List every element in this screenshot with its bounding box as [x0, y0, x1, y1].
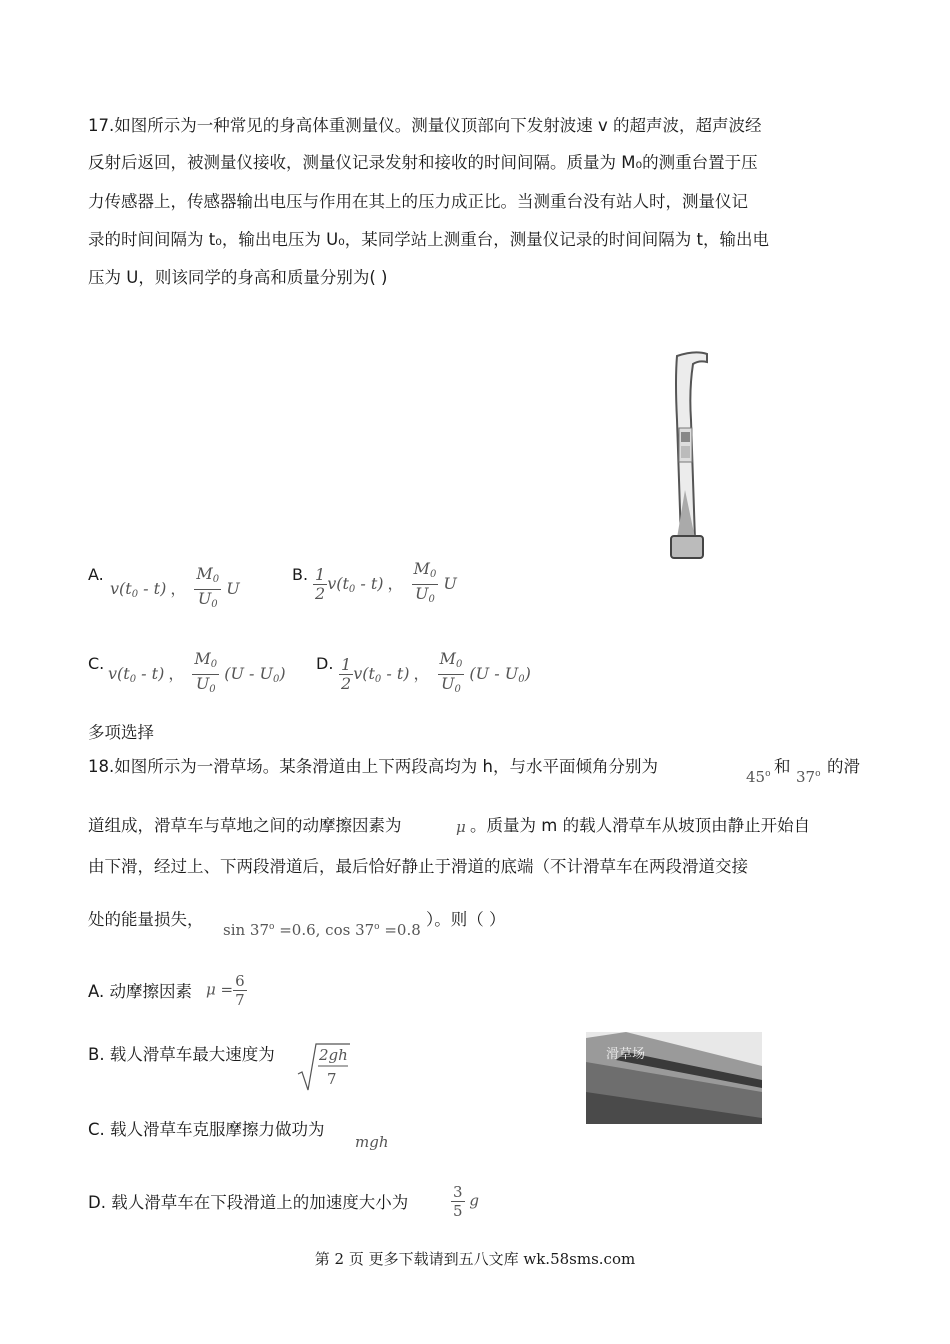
q17-line-5: 压为 U，则该同学的身高和质量分别为( ): [88, 268, 388, 287]
q18-line-3: 由下滑，经过上、下两段滑道后，最后恰好静止于滑道的底端（不计滑草车在两段滑道交接: [88, 857, 748, 876]
q18-line-1b: 和: [774, 757, 791, 776]
q17-option-d-label: D.: [316, 654, 334, 673]
angle-37: 37$^o$: [796, 768, 821, 786]
q18-option-d-formula: $\frac{3}{5}$ g: [453, 1183, 479, 1220]
q18-option-b-formula: [296, 1040, 352, 1094]
page-footer: 第 2 页 更多下载请到五八文库 wk.58sms.com: [314, 1250, 636, 1268]
q17-option-c-label: C.: [88, 654, 105, 673]
q17-line-1: 17.如图所示为一种常见的身高体重测量仪。测量仪顶部向下发射波速 v 的超声波，超声波经: [88, 116, 762, 135]
q17-option-a-formula: $v(t_0 - t)$ ， $\frac{M_0}{U_0}$ U: [110, 564, 240, 610]
q17-line-3: 力传感器上，传感器输出电压与作用在其上的压力成正比。当测重台没有站人时，测量仪记: [88, 192, 748, 211]
q18-option-d: D. 载人滑草车在下段滑道上的加速度大小为: [88, 1193, 409, 1212]
svg-text:2gh: 2gh: [319, 1046, 348, 1064]
q18-line-2b: 。质量为 m 的载人滑草车从坡顶由静止开始自: [470, 816, 811, 835]
q18-option-a: A. 动摩擦因素: [88, 982, 192, 1001]
q18-line-1a: 18.如图所示为一滑草场。某条滑道由上下两段高均为 h，与水平面倾角分别为: [88, 757, 658, 776]
q18-option-b: B. 载人滑草车最大速度为: [88, 1045, 275, 1064]
q17-option-d-formula: $\frac{1}{2}$ $v(t_0 - t)$ ， $\frac{M_0}{U_0}$ $(U - U_0)$: [341, 649, 531, 695]
q18-option-a-formula: μ = $\frac{6}{7}$: [206, 972, 245, 1009]
q17-option-a-label: A.: [88, 565, 104, 584]
grass-slide-sign: 滑草场: [606, 1047, 646, 1062]
q17-option-b-formula: $\frac{1}{2}$ $v(t_0 - t)$ ， $\frac{M_0}{U_0}$ U: [315, 559, 457, 605]
q17-line-2: 反射后返回，被测量仪接收，测量仪记录发射和接收的时间间隔。质量为 M₀的测重台置于压: [88, 153, 758, 172]
q17-option-c-formula: $v(t_0 - t)$ ， $\frac{M_0}{U_0}$ $(U - U_0)$: [108, 649, 286, 695]
trig-values: $\sin 37^o =0.6$, $\cos 37^o =0.8$: [223, 921, 421, 939]
q17-line-4: 录的时间间隔为 t₀，输出电压为 U₀，某同学站上测重台，测量仪记录的时间间隔为 t，输出电: [88, 230, 769, 249]
section-title-multiple-choice: 多项选择: [88, 723, 154, 742]
height-weight-meter-image: [655, 350, 715, 565]
q18-option-c: C. 载人滑草车克服摩擦力做功为: [88, 1120, 325, 1139]
q18-line-4a: 处的能量损失，: [88, 910, 204, 929]
svg-text:7: 7: [327, 1070, 337, 1088]
grass-slide-image: [586, 1032, 762, 1124]
q17-option-b-label: B.: [292, 565, 309, 584]
mu-symbol: μ: [456, 818, 466, 836]
q18-line-1c: 的滑: [827, 757, 860, 776]
q18-line-4b: ）。则（ ）: [426, 910, 506, 929]
q18-line-2a: 道组成，滑草车与草地之间的动摩擦因素为: [88, 816, 402, 835]
q18-option-c-formula: mgh: [355, 1133, 389, 1151]
angle-45: 45$^o$: [746, 768, 771, 786]
